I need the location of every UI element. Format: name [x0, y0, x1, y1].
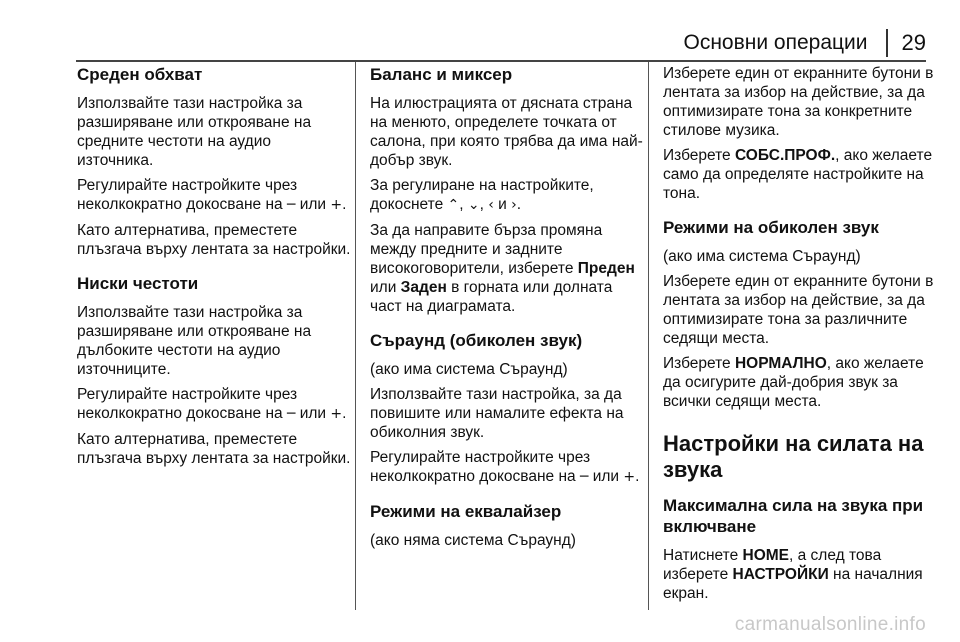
- normal-label: НОРМАЛНО: [734, 355, 827, 372]
- column-divider-2: [648, 62, 649, 610]
- paragraph: Изберете НОРМАЛНО, ако желаете да осигурите дай-добрия звук за всички седящи места.: [663, 355, 924, 410]
- page-header: [76, 28, 926, 58]
- paragraph: Изберете един от екранните бутони в лентата за избор на действие, за да оптимизирате тона за различните седящи места.: [663, 273, 934, 347]
- paragraph: (ако няма система Съраунд): [370, 532, 576, 549]
- paragraph: Изберете СОБС.ПРОФ., ако желаете само да определяте настройките на тона.: [663, 147, 933, 202]
- section-title-low-frequencies: Ниски честоти: [77, 274, 199, 293]
- paragraph: Използвайте тази настройка за разширяване или открояване на средните честоти на аудио източника.: [77, 95, 312, 169]
- paragraph: Регулирайте настройките чрез неколкократно докосване на ─ или +.: [77, 386, 347, 422]
- watermark: carmanualsonline.info: [734, 614, 926, 635]
- section-title-volume-settings: Настройки на силата на звука: [663, 431, 924, 482]
- chevron-right-icon: ›: [511, 197, 517, 213]
- column-2: [370, 64, 644, 556]
- paragraph: Изберете един от екранните бутони в лентата за избор на действие, за да оптимизирате тона за конкретните стилове музика.: [663, 65, 934, 139]
- section-title-balance-fader: Баланс и миксер: [370, 65, 513, 84]
- section-title-surround-modes: Режими на обиколен звук: [663, 218, 879, 237]
- column-1: [77, 64, 351, 474]
- plus-icon: +: [623, 469, 636, 485]
- paragraph: Използвайте тази настройка за разширяване или открояване на дълбоките честоти на аудио източниците.: [77, 304, 312, 378]
- section-title-mid-range: Среден обхват: [77, 65, 203, 84]
- chevron-left-icon: ‹: [488, 197, 494, 213]
- page-number: 29: [901, 30, 926, 55]
- paragraph: Регулирайте настройките чрез неколкократно докосване на ─ или +.: [370, 449, 640, 485]
- section-title-equalizer-modes: Режими на еквалайзер: [370, 502, 562, 521]
- paragraph: Регулирайте настройките чрез неколкократно докосване на ─ или +.: [77, 177, 347, 213]
- custom-profile-label: СОБС.ПРОФ.: [734, 147, 836, 164]
- minus-icon: ─: [286, 197, 296, 213]
- column-divider-1: [355, 62, 356, 610]
- chevron-down-icon: ⌄: [467, 197, 480, 213]
- paragraph: На илюстрацията от дясната страна на менюто, определете точката от салона, при която трябва да има най-добър звук.: [370, 95, 643, 169]
- plus-icon: +: [330, 406, 343, 422]
- paragraph: Като алтернатива, преместете плъзгача върху лентата за настройки.: [77, 431, 351, 467]
- settings-label: НАСТРОЙКИ: [732, 566, 829, 583]
- minus-icon: ─: [579, 469, 589, 485]
- paragraph: (ако има система Съраунд): [370, 361, 568, 378]
- header-rule: [76, 60, 926, 62]
- plus-icon: +: [330, 197, 343, 213]
- paragraph: Използвайте тази настройка, за да повишите или намалите ефекта на обиколния звук.: [370, 386, 624, 441]
- section-title-max-startup-volume: Максимална сила на звука при включване: [663, 496, 924, 536]
- header-separator: [886, 29, 888, 57]
- chevron-up-icon: ⌃: [447, 197, 460, 213]
- front-label: Преден: [577, 260, 635, 277]
- minus-icon: ─: [286, 406, 296, 422]
- paragraph: Натиснете HOME, а след това изберете НАСТРОЙКИ на началния екран.: [663, 547, 923, 602]
- rear-label: Заден: [400, 279, 447, 296]
- paragraph: За да направите бърза промяна между предните и задните високоговорители, изберете Преден или Заден в горната или долната част на диаграмата.: [370, 222, 635, 315]
- paragraph: (ако има система Съраунд): [663, 248, 861, 265]
- paragraph: За регулиране на настройките, докоснете ⌃, ⌄, ‹ и ›.: [370, 177, 594, 213]
- home-label: HOME: [742, 547, 789, 564]
- section-title-surround: Съраунд (обиколен звук): [370, 331, 583, 350]
- column-3: [663, 64, 937, 609]
- chapter-title: Основни операции: [683, 31, 868, 54]
- paragraph: Като алтернатива, преместете плъзгача върху лентата за настройки.: [77, 222, 351, 258]
